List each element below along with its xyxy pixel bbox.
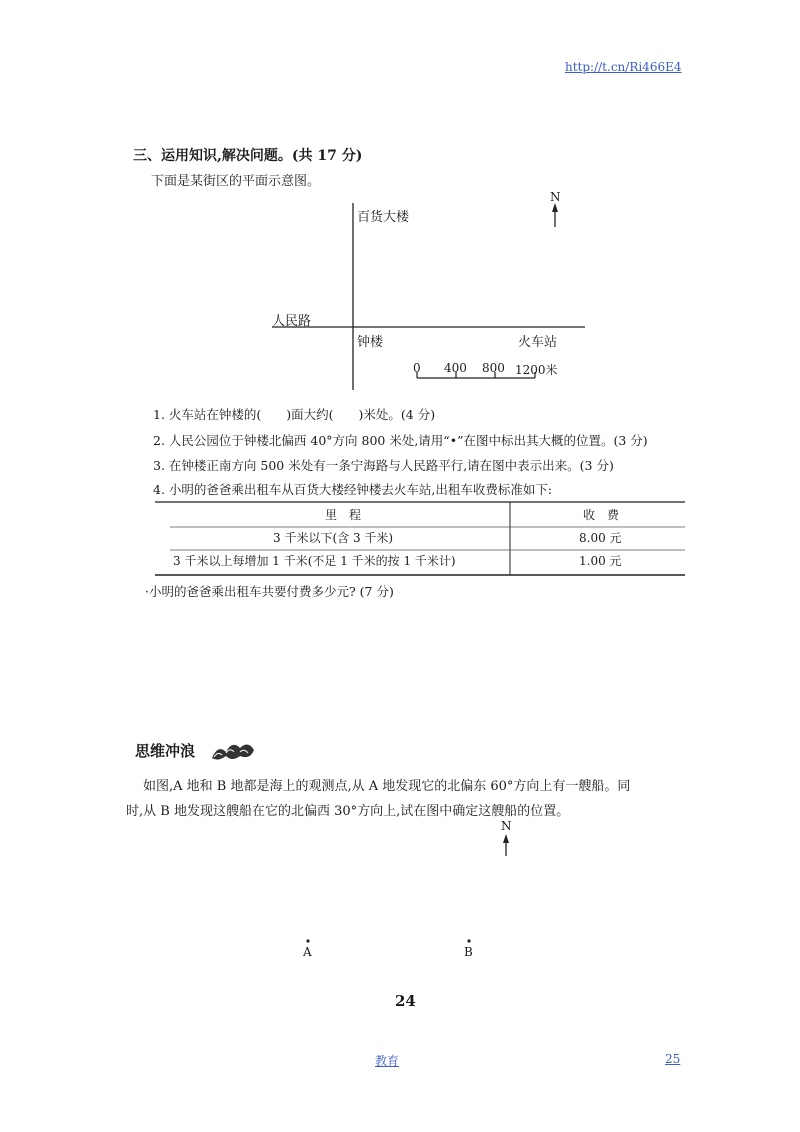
point-a-label: A xyxy=(303,945,312,959)
scale-tick-400: 400 xyxy=(444,361,467,375)
fee-row2-charge: 1.00 元 xyxy=(579,554,622,568)
fee-row1-distance: 3 千米以下(含 3 千米) xyxy=(273,531,394,545)
footer-link[interactable]: 教育 xyxy=(375,1054,400,1068)
ship-north-label: N xyxy=(501,819,512,833)
point-b-dot xyxy=(467,939,470,942)
page-number: 24 xyxy=(395,992,416,1010)
scale-tick-1200: 1200米 xyxy=(515,363,558,377)
fee-row1-charge: 8.00 元 xyxy=(579,531,622,545)
section-title: 三、运用知识,解决问题。(共 17 分) xyxy=(133,148,363,164)
map-bell-tower-label: 钟楼 xyxy=(357,335,384,350)
question-2: 2. 人民公园位于钟楼北偏西 40°方向 800 米处,请用“•”在图中标出其大概的位置。(3 分) xyxy=(153,433,648,448)
question-1: 1. 火车站在钟楼的( )面大约( )米处。(4 分) xyxy=(153,407,436,422)
map-road-label: 人民路 xyxy=(272,314,312,329)
fee-row2-distance: 3 千米以上每增加 1 千米(不足 1 千米的按 1 千米计) xyxy=(173,554,456,568)
question-4-ask: ·小明的爸爸乘出租车共要付费多少元? (7 分) xyxy=(145,584,394,599)
section-intro: 下面是某街区的平面示意图。 xyxy=(151,174,321,189)
map-north-label: N xyxy=(550,190,561,204)
point-a-dot xyxy=(306,939,309,942)
fee-table xyxy=(155,504,685,574)
thinking-text-2: 时,从 B 地发现这艘船在它的北偏西 30°方向上,试在图中确定这艘船的位置。 xyxy=(126,804,570,819)
header-link[interactable]: http://t.cn/Ri466E4 xyxy=(565,60,682,74)
scale-tick-0: 0 xyxy=(413,361,421,375)
thinking-text-1: 如图,A 地和 B 地都是海上的观测点,从 A 地发现它的北偏东 60°方向上有一艘船。同 xyxy=(143,779,631,794)
map-dept-store-label: 百货大楼 xyxy=(357,210,410,225)
footer-page-link[interactable]: 25 xyxy=(665,1052,681,1066)
fee-header-charge: 收 费 xyxy=(583,508,620,522)
map-station-label: 火车站 xyxy=(518,335,558,350)
fee-header-distance: 里 程 xyxy=(325,508,362,522)
thinking-title: 思维冲浪 xyxy=(135,742,196,760)
scale-tick-800: 800 xyxy=(482,361,505,375)
question-3: 3. 在钟楼正南方向 500 米处有一条宁海路与人民路平行,请在图中表示出来。(3 分) xyxy=(153,458,614,473)
question-4: 4. 小明的爸爸乘出租车从百货大楼经钟楼去火车站,出租车收费标准如下: xyxy=(153,482,553,497)
point-b-label: B xyxy=(464,945,473,959)
